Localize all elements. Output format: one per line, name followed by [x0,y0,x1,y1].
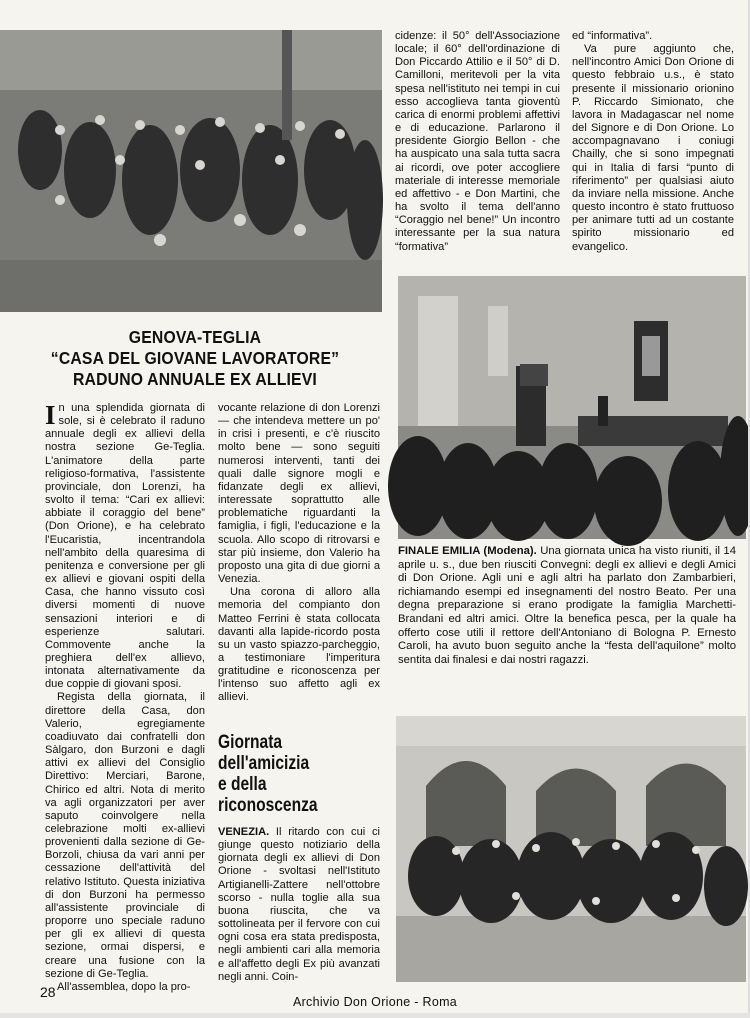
footer-bar [0,1013,750,1018]
article-column-1 [45,400,205,993]
caption-text: Una giornata unica ha visto riuniti, il 14 aprile u. s., due ben riusciti Convegni: degli ex allievi e degli Amici di Don Orione. Agli uni e agli altri ha parlato don Zambarbieri, richiamando esempi ed insegnamenti del nostro Beato. Per una degna preparazione si erano prodigate la famiglia Marchetti-Brandani ed altri amici. Oltre la benefica pesca, per la quale ha offerto cose utili il rettore dell'Antoniano di Bologna P. Ernesto Caroli, ha avuto buon seguito anche la “festa dell'aquilone” molto sentita dai finalesi e dai nostri ragazzi. [398,545,736,666]
archive-footer: Archivio Don Orione - Roma [292,995,458,1009]
page-number: 28 [40,984,56,1000]
venezia-column [218,826,380,986]
col2-paragraph-2: Una corona di alloro alla memoria del compianto don Matteo Ferrini è stata collocata davanti alla lapide-ricordo posta su un vasto spiazzo-parcheggio, a testimoniare l'imperitura gratitudine e riconoscenza per l'intenso suo affetto agli ex allievi. [218,586,380,704]
venezia-text: Il ritardo con cui ci giunge questo notiziario della giornata degli ex allievi di Don Orione - svoltasi nell'Istituto Artigianelli-Zattere nell'ottobre scorso - nulla toglie alla sua buona riuscita, che va sottolineata per il fervore con cui ogni cosa era stata predisposta, negli ambienti cari alla memoria e all'affetto degli Ex più avanzati negli anni. Coin- [218,826,380,983]
title-line-3: RADUNO ANNUALE EX ALLIEVI [73,369,317,389]
drop-cap: I [45,400,56,430]
article-title [29,327,362,390]
col1-paragraph-2: Regista della giornata, il direttore della Casa, don Valerio, egregiamente coadiuvato dai confratelli don Sàlgaro, don Burzoni e dagli attivi ex allievi del Consiglio Direttivo: Merciari, Barone, Chirico ed altri. Nota di merito va agli organizzatori per aver saputo coinvolgere nella celebrazione molti ex-allievi provenienti dalla sezione di Ge-Borzoli, chiusa da vari anni per cessazione dell'attività del relativo Istituto. Questa iniziativa di don Burzoni ha permesso all'assistente provinciale di proporre uno speciale raduno per gli ex allievi di questa sezione, ormai dispersi, e creare una fusione con la sezione di Ge-Teglia. [45,691,205,980]
article-column-2 [218,402,380,717]
title-line-1: GENOVA-TEGLIA [128,327,262,347]
col4-paragraph-1: ed “informativa”. [572,30,653,42]
col4-paragraph-2: Va pure aggiunto che, nell'incontro Amici Don Orione di questo febbraio u.s., è stato presente il missionario orionino P. Riccardo Simionato, che lavora in Madagascar nel nome del Signore e di Don Orione. Lo accompagnavano i coniugi Chailly, che si sono impegnati qui in Italia di farsi “punto di riferimento” per qualsiasi aiuto da inviare nella missione. Anche questo incontro è stato fruttuoso per animare tutti ad un costante spirito missionario ed evangelico. [572,43,734,253]
venezia-lead: VENEZIA. [218,826,270,838]
section-subhead [218,732,349,816]
assembly-hall-photo [398,276,746,539]
col3-text: cidenze: il 50° dell'Associazione locale; il 60° dell'ordinazione di Don Piccardo Attilio e il 50° di D. Camilloni, meritevoli per la vita spesa nell'istituto nei tempi in cui esso accoglieva tanta gioventù carica di enormi problemi affettivi e di educazione. Parlarono il presidente Giorgio Bellon - che ha auspicato una sala tutta sacra ai ricordi, ove poter accogliere materiale di interesse memoriale ed affettivo - e Don Martini, che ha svolto il tema dell'anno “Coraggio nel bene!” Un incontro interessante per la sua natura “formativa” [395,30,560,253]
title-line-2: “CASA DEL GIOVANE LAVORATORE” [50,348,340,368]
subhead-line-4: riconoscenza [218,795,318,816]
article-column-4 [572,30,734,275]
col1-paragraph-1: n una splendida giornata di sole, si è celebrato il raduno annuale degli ex allievi della nostra sezione Ge-Teglia. L'animatore della parte religioso-formativa, l'assistente provinciale, don Lorenzi, ha svolto il tema: “Cari ex allievi: abbiate il coraggio del bene” (Don Orione), e ha celebrato l'Eucaristia, incentrandola nell'ambito della quaresima di penitenza e conversione per gli ex allievi e giovani ospiti della Casa, che hanno vissuto così diversi momenti di nuove sensazioni interiori e di esperienze salutari. Commovente anche la preghiera dell'ex allievo, intonata alternativamente da due coppie di giovani sposi. [45,402,205,691]
col1-paragraph-3: All'assemblea, dopo la pro- [57,980,191,993]
article-column-3 [395,30,560,275]
photo-caption [398,545,736,667]
subhead-line-3: e della [218,774,267,795]
caption-lead: FINALE EMILIA (Modena). [398,545,537,557]
group-photo-venezia [396,716,746,982]
subhead-line-2: dell'amicizia [218,753,310,774]
group-photo-teglia [0,30,382,312]
subhead-line-1: Giornata [218,732,283,753]
col2-paragraph-1: vocante relazione di don Lorenzi — che intendeva mettere un po' in crisi i presenti, e c'è riuscito molto bene — sono seguiti numerosi interventi, tanti dei quali dalle signore mogli e fidanzate degli ex allievi, interessate soprattutto alle problematiche riguardanti la famiglia, i figli, l'educazione e la scuola. Allo scopo di ritrovarsi e star più insieme, don Valerio ha proposto una gita di due giorni a Venezia. [218,402,380,586]
